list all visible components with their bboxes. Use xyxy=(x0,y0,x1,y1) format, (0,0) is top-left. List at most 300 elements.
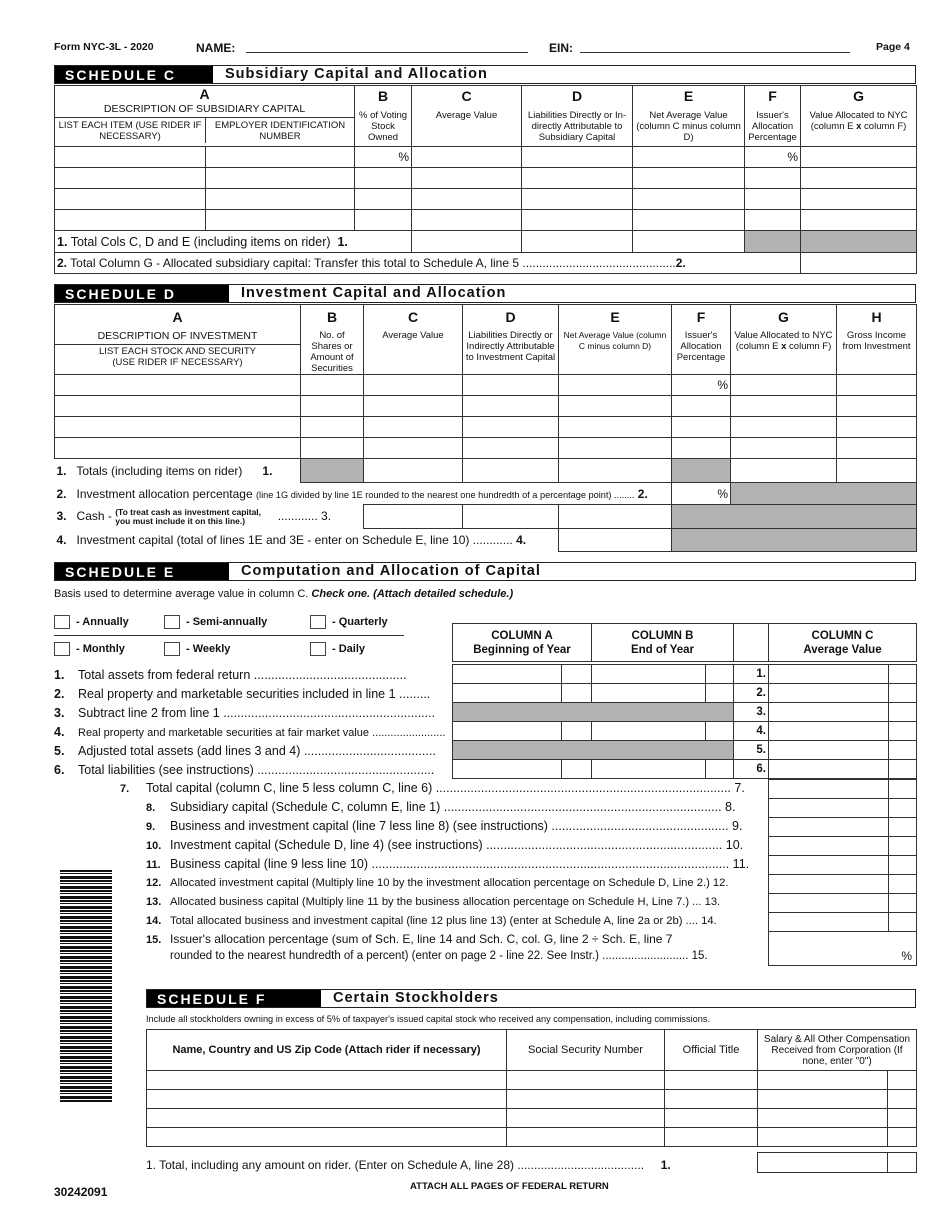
cell[interactable] xyxy=(633,168,745,189)
cell[interactable] xyxy=(507,1071,665,1090)
line-ref: 1. xyxy=(660,1158,671,1172)
line-num: 2. xyxy=(57,256,68,270)
sch-d-letter-h: H xyxy=(871,309,882,325)
cell[interactable] xyxy=(522,168,633,189)
cell[interactable] xyxy=(355,189,412,210)
cell[interactable] xyxy=(364,396,463,417)
cell[interactable] xyxy=(147,1128,507,1147)
cell[interactable] xyxy=(463,396,559,417)
sch-e-line-14 xyxy=(120,912,766,931)
sch-d-line1-g[interactable] xyxy=(731,459,837,483)
cell[interactable] xyxy=(801,210,917,231)
sch-f-h2: Social Security Number xyxy=(507,1030,665,1071)
sch-d-g-formula xyxy=(733,341,834,352)
l10-c[interactable] xyxy=(769,837,889,856)
sch-d-letter-e: E xyxy=(610,309,620,325)
cell[interactable] xyxy=(665,1090,758,1109)
cell[interactable] xyxy=(55,438,301,459)
l10-c-c[interactable] xyxy=(889,837,917,856)
cell[interactable] xyxy=(463,438,559,459)
cell[interactable] xyxy=(837,417,917,438)
grey-cell xyxy=(672,529,917,552)
line-ref: ............ 3. xyxy=(277,508,332,523)
cell[interactable] xyxy=(633,189,745,210)
schedule-c-tag: SCHEDULE C xyxy=(55,66,213,83)
l8-c-c[interactable] xyxy=(889,799,917,818)
sch-d-b-label: No. of Shares or Amount of Securities xyxy=(310,330,354,374)
cell[interactable] xyxy=(301,417,364,438)
sch-f-h4: Salary & All Other Compensation Received from Corporation (If none, enter "0") xyxy=(758,1030,917,1071)
l4-c[interactable] xyxy=(769,722,889,741)
line-text: Total allocated business and investment capital (line 12 plus line 13) (enter at Schedule A, line 2a or 2b) .... 14. xyxy=(170,915,717,927)
sch-d-line3-label xyxy=(55,505,364,529)
line-ref: 2. xyxy=(734,684,769,703)
cell[interactable] xyxy=(412,168,522,189)
cell[interactable] xyxy=(463,375,559,396)
line-num: 10. xyxy=(146,840,162,852)
line-text: Allocated investment capital (Multiply line 10 by the investment allocation percentage on Schedule D, Line 2.) 12. xyxy=(170,877,729,889)
sch-c-line1-d[interactable] xyxy=(522,231,633,253)
cell[interactable] xyxy=(147,1071,507,1090)
cell[interactable] xyxy=(672,396,731,417)
l1-c-c[interactable] xyxy=(889,665,917,684)
cell[interactable] xyxy=(559,438,672,459)
sch-c-g-formula-a: (column E xyxy=(810,121,857,132)
sch-c-line1-label xyxy=(55,231,412,253)
cell[interactable] xyxy=(507,1090,665,1109)
cell[interactable] xyxy=(55,147,206,168)
cell[interactable] xyxy=(731,438,837,459)
l2-a[interactable] xyxy=(453,684,562,703)
cell[interactable] xyxy=(147,1090,507,1109)
checkbox[interactable] xyxy=(54,642,70,656)
sch-c-d-label: Liabilities Directly or In-directly Attributable to Subsidiary Capital xyxy=(527,110,627,143)
l2-c-c[interactable] xyxy=(889,684,917,703)
cell[interactable] xyxy=(745,168,801,189)
l9-c-c[interactable] xyxy=(889,818,917,837)
line-num: 12. xyxy=(146,877,162,889)
basis-label: Basis used to determine average value in column C. xyxy=(54,588,309,600)
line-num: 4. xyxy=(56,533,67,548)
cell[interactable] xyxy=(633,147,745,168)
sch-f-total-cents[interactable] xyxy=(888,1153,917,1173)
sch-c-col-b-head xyxy=(355,86,412,147)
cell[interactable] xyxy=(206,168,355,189)
cell[interactable] xyxy=(522,189,633,210)
cell[interactable] xyxy=(731,417,837,438)
sch-c-col-f-head xyxy=(745,86,801,147)
sch-c-row xyxy=(55,168,917,189)
sch-c-sub-a1: LIST EACH ITEM (USE RIDER IF NECESSARY) xyxy=(55,118,206,143)
sch-e-col-c-grid xyxy=(768,779,917,966)
sch-d-row xyxy=(55,417,917,438)
cell[interactable] xyxy=(888,1090,917,1109)
sch-e-line-10 xyxy=(120,836,766,855)
cell[interactable] xyxy=(355,168,412,189)
schedule-d-table xyxy=(54,304,917,552)
option-divider xyxy=(54,635,404,636)
line-text: 1. Total, including any amount on rider. (Enter on Schedule A, line 28) ...................................... xyxy=(146,1158,645,1172)
option-weekly[interactable] xyxy=(164,642,230,656)
sch-d-col-f-head xyxy=(672,305,731,375)
sch-d-h-label: Gross Income from Investment xyxy=(842,330,911,352)
cell[interactable] xyxy=(206,189,355,210)
checkbox[interactable] xyxy=(164,615,180,629)
line-num: 13. xyxy=(146,896,162,908)
cell[interactable] xyxy=(206,147,355,168)
schedule-f-table xyxy=(146,1029,917,1147)
line-text: Real property and marketable securities included in line 1 ......... xyxy=(78,687,431,701)
line-text: Business capital (line 9 less line 10) ....................................................................................................... 11. xyxy=(170,857,750,871)
sch-f-total-box xyxy=(757,1152,917,1173)
name-field[interactable] xyxy=(246,41,528,53)
l13-c[interactable] xyxy=(769,894,889,913)
l14-c[interactable] xyxy=(769,913,889,932)
sch-d-line4-label xyxy=(55,529,559,552)
sch-d-line4-e[interactable] xyxy=(559,529,672,552)
checkbox[interactable] xyxy=(310,642,326,656)
line-text: Investment capital (total of lines 1E and 3E - enter on Schedule E, line 10) ............ xyxy=(76,533,513,548)
cell[interactable] xyxy=(758,1109,888,1128)
cell[interactable] xyxy=(147,1109,507,1128)
schedule-d-tag: SCHEDULE D xyxy=(55,285,229,302)
sch-f-total-line xyxy=(146,1158,671,1172)
cell[interactable] xyxy=(801,147,917,168)
cell[interactable] xyxy=(364,438,463,459)
grey-cell xyxy=(672,505,917,529)
sch-c-letter-a: A xyxy=(199,86,210,102)
l6-b[interactable] xyxy=(592,760,706,779)
schedule-c-title: Subsidiary Capital and Allocation xyxy=(225,66,488,82)
line-num: 3. xyxy=(56,508,67,523)
l5-c-c[interactable] xyxy=(889,741,917,760)
line-ref: 2. xyxy=(637,486,648,501)
cell[interactable] xyxy=(672,417,731,438)
sch-c-line1-c[interactable] xyxy=(412,231,522,253)
sch-e-line-11 xyxy=(120,855,766,874)
col-a-title: COLUMN A xyxy=(491,629,553,642)
cell[interactable] xyxy=(665,1071,758,1090)
sch-f-h1: Name, Country and US Zip Code (Attach rider if necessary) xyxy=(147,1030,507,1071)
sch-d-g-label: Value Allocated to NYC xyxy=(734,330,833,341)
sch-c-col-c-head xyxy=(412,86,522,147)
line-ref: 2. xyxy=(675,256,686,270)
cell[interactable] xyxy=(559,417,672,438)
l1-a-c[interactable] xyxy=(562,665,592,684)
l4-b[interactable] xyxy=(592,722,706,741)
l1-b[interactable] xyxy=(592,665,706,684)
sch-c-g-label: Value Allocated to NYC xyxy=(809,110,908,121)
cell[interactable] xyxy=(633,210,745,231)
sch-c-c-label: Average Value xyxy=(435,110,498,121)
sch-d-col-e-head xyxy=(559,305,672,375)
sch-d-letter-d: D xyxy=(505,309,516,325)
cell[interactable] xyxy=(55,189,206,210)
l1-a[interactable] xyxy=(453,665,562,684)
cell[interactable] xyxy=(801,189,917,210)
sch-c-letter-g: G xyxy=(853,88,864,104)
option-quarterly[interactable] xyxy=(310,615,388,629)
line-num: 7. xyxy=(120,783,130,795)
line-num: 3. xyxy=(54,706,65,720)
sch-c-g-formula xyxy=(803,121,914,132)
cell[interactable] xyxy=(837,438,917,459)
sch-c-col-g-head xyxy=(801,86,917,147)
cell[interactable] xyxy=(559,396,672,417)
l2-b[interactable] xyxy=(592,684,706,703)
l14-c-c[interactable] xyxy=(889,913,917,932)
cell[interactable] xyxy=(758,1090,888,1109)
cell[interactable] xyxy=(355,210,412,231)
cell[interactable] xyxy=(731,375,837,396)
schedule-d-bar xyxy=(54,284,916,303)
line-text: Allocated business capital (Multiply line 11 by the business allocation percentage on Schedule H, Line 7.) ... 13. xyxy=(170,896,721,908)
l4-a[interactable] xyxy=(453,722,562,741)
option-label: - Monthly xyxy=(76,642,125,655)
sch-c-letter-c: C xyxy=(461,88,472,104)
line-num: 8. xyxy=(146,802,156,814)
pct-cell[interactable] xyxy=(355,147,412,168)
l4-c-c[interactable] xyxy=(889,722,917,741)
cell[interactable] xyxy=(364,417,463,438)
l6-c-c[interactable] xyxy=(889,760,917,779)
sch-d-desc-a: DESCRIPTION OF INVESTMENT xyxy=(97,330,258,342)
sch-c-line1-e[interactable] xyxy=(633,231,745,253)
sch-c-line2-g[interactable] xyxy=(801,253,917,274)
sch-e-line xyxy=(54,742,446,761)
sch-d-line3-c[interactable] xyxy=(364,505,463,529)
option-semi-annually[interactable] xyxy=(164,615,267,629)
l9-c[interactable] xyxy=(769,818,889,837)
sch-c-e-label: Net Average Value (column C minus column D) xyxy=(636,110,741,143)
l6-a[interactable] xyxy=(453,760,562,779)
sch-d-line2-pct[interactable] xyxy=(672,483,731,505)
schedule-e-tag: SCHEDULE E xyxy=(55,563,229,580)
cell[interactable] xyxy=(559,375,672,396)
cell[interactable] xyxy=(745,189,801,210)
line-num: 1. xyxy=(56,463,67,478)
cell[interactable] xyxy=(463,417,559,438)
cell[interactable] xyxy=(665,1109,758,1128)
cell[interactable] xyxy=(888,1109,917,1128)
line-num: 4. xyxy=(54,725,65,739)
sch-d-row xyxy=(55,396,917,417)
cell[interactable] xyxy=(888,1128,917,1147)
option-monthly[interactable] xyxy=(54,642,125,656)
l2-c[interactable] xyxy=(769,684,889,703)
l8-c[interactable] xyxy=(769,799,889,818)
l1-c[interactable] xyxy=(769,665,889,684)
sch-c-g-formula-b: column F) xyxy=(861,121,907,132)
sch-f-row xyxy=(147,1109,917,1128)
line-ref: 4. xyxy=(734,722,769,741)
line-text: Subsidiary capital (Schedule C, column E, line 1) ................................................................................ 8. xyxy=(170,800,736,814)
checkbox[interactable] xyxy=(310,615,326,629)
sch-d-line2-label xyxy=(55,483,672,505)
l6-a-c[interactable] xyxy=(562,760,592,779)
sch-d-col-b-head xyxy=(301,305,364,375)
sch-d-line-4 xyxy=(55,529,917,552)
sch-d-col-a-head xyxy=(55,305,301,375)
line-text: Investment allocation percentage xyxy=(76,486,253,501)
l6-b-c[interactable] xyxy=(706,760,734,779)
l2-a-c[interactable] xyxy=(562,684,592,703)
cell[interactable] xyxy=(412,147,522,168)
cell[interactable] xyxy=(412,189,522,210)
line-text: Investment capital (Schedule D, line 4) (see instructions) .................................................................... 10. xyxy=(170,838,744,852)
cell[interactable] xyxy=(758,1128,888,1147)
cell[interactable] xyxy=(758,1071,888,1090)
line-ref: 4. xyxy=(516,533,527,548)
line-text: Subtract line 2 from line 1 ............................................................. xyxy=(78,706,436,720)
cell[interactable] xyxy=(301,375,364,396)
sch-d-line1-c[interactable] xyxy=(364,459,463,483)
line-note: (To treat cash as investment capital, xyxy=(115,506,262,517)
cell[interactable] xyxy=(301,438,364,459)
line-text: Total capital (column C, line 5 less column C, line 6) ..................................................................................... 7. xyxy=(146,781,745,795)
sch-e-line-15a xyxy=(120,931,766,948)
l2-b-c[interactable] xyxy=(706,684,734,703)
cell[interactable] xyxy=(837,396,917,417)
sch-f-row xyxy=(147,1128,917,1147)
cell[interactable] xyxy=(55,210,206,231)
sch-c-letter-b: B xyxy=(377,88,389,104)
sch-c-g-x: x xyxy=(856,121,862,132)
sch-c-sub-a2: EMPLOYER IDENTIFICATION NUMBER xyxy=(214,120,346,142)
sch-d-line3-d[interactable] xyxy=(463,505,559,529)
line-text: Totals (including items on rider) xyxy=(76,463,243,478)
sch-c-line-1 xyxy=(55,231,917,253)
sch-d-col-c-head xyxy=(364,305,463,375)
sch-e-line xyxy=(54,723,446,742)
cell[interactable] xyxy=(522,147,633,168)
cell[interactable] xyxy=(801,168,917,189)
l3-c[interactable] xyxy=(769,703,889,722)
sch-e-line xyxy=(54,704,446,723)
l11-c-c[interactable] xyxy=(889,856,917,875)
schedule-e-title: Computation and Allocation of Capital xyxy=(241,563,541,579)
cell[interactable] xyxy=(301,396,364,417)
ein-field[interactable] xyxy=(580,41,850,53)
l4-b-c[interactable] xyxy=(706,722,734,741)
l7-c-c[interactable] xyxy=(889,780,917,799)
sch-d-line-2 xyxy=(55,483,917,505)
ein-label: EIN: xyxy=(549,41,573,55)
checkbox[interactable] xyxy=(164,642,180,656)
grey-cell xyxy=(801,231,917,253)
sch-c-row xyxy=(55,189,917,210)
sch-d-line-3 xyxy=(55,505,917,529)
sch-d-col-d-head xyxy=(463,305,559,375)
line-text: Cash - xyxy=(76,508,112,523)
l12-c-c[interactable] xyxy=(889,875,917,894)
cell[interactable] xyxy=(507,1128,665,1147)
grey-cell xyxy=(453,741,734,760)
schedule-f-bar xyxy=(146,989,916,1008)
sch-d-line3-e[interactable] xyxy=(559,505,672,529)
sch-d-letter-a: A xyxy=(172,309,183,325)
line-ref: 1. xyxy=(262,463,273,478)
sch-d-col-g-head xyxy=(731,305,837,375)
line-num: 15. xyxy=(146,934,162,946)
cell[interactable] xyxy=(888,1071,917,1090)
sch-d-line1-d[interactable] xyxy=(463,459,559,483)
sch-c-col-a-head xyxy=(55,86,355,147)
sch-e-col-headers xyxy=(452,623,917,662)
l6-c[interactable] xyxy=(769,760,889,779)
l12-c[interactable] xyxy=(769,875,889,894)
cell[interactable] xyxy=(55,168,206,189)
pct-cell[interactable] xyxy=(672,375,731,396)
sch-d-line1-h[interactable] xyxy=(837,459,917,483)
cell[interactable] xyxy=(665,1128,758,1147)
sch-d-f-label: Issuer's Allocation Percentage xyxy=(676,330,726,363)
sch-d-line1-e[interactable] xyxy=(559,459,672,483)
col-c-title: COLUMN C xyxy=(811,629,874,642)
cell[interactable] xyxy=(507,1109,665,1128)
pct-cell[interactable] xyxy=(745,147,801,168)
l4-a-c[interactable] xyxy=(562,722,592,741)
sch-e-line xyxy=(54,666,446,685)
option-annually[interactable] xyxy=(54,615,129,629)
l1-b-c[interactable] xyxy=(706,665,734,684)
cell[interactable] xyxy=(745,210,801,231)
option-daily[interactable] xyxy=(310,642,365,656)
cell[interactable] xyxy=(55,396,301,417)
sch-e-line-13 xyxy=(120,893,766,912)
checkbox[interactable] xyxy=(54,615,70,629)
cell[interactable] xyxy=(837,375,917,396)
l15-pct[interactable] xyxy=(769,932,917,966)
cell[interactable] xyxy=(522,210,633,231)
l3-c-c[interactable] xyxy=(889,703,917,722)
cell[interactable] xyxy=(55,375,301,396)
sch-d-g-formula-b: column F) xyxy=(786,341,832,352)
cell[interactable] xyxy=(364,375,463,396)
sch-c-letter-e: E xyxy=(683,88,694,104)
sch-e-line-7 xyxy=(120,779,766,798)
sch-f-total-amount[interactable] xyxy=(758,1153,888,1173)
option-label: - Semi-annually xyxy=(186,615,268,628)
line-ref: 1. xyxy=(734,665,769,684)
sch-e-lines-grid xyxy=(452,664,917,779)
line-text: Business and investment capital (line 7 less line 8) (see instructions) ................................................... 9. xyxy=(170,819,743,833)
cell[interactable] xyxy=(412,210,522,231)
cell[interactable] xyxy=(731,396,837,417)
schedule-c-bar xyxy=(54,65,916,84)
cell[interactable] xyxy=(206,210,355,231)
cell[interactable] xyxy=(672,438,731,459)
sch-d-letter-g: G xyxy=(778,309,789,325)
basis-text xyxy=(54,588,513,600)
line-text: rounded to the nearest hundredth of a percent) (enter on page 2 - line 22. See Instr.) ........................... 15. xyxy=(170,950,708,962)
sch-d-line-1 xyxy=(55,459,917,483)
l13-c-c[interactable] xyxy=(889,894,917,913)
sch-c-row xyxy=(55,210,917,231)
sch-c-b-label: % of Voting Stock Owned xyxy=(358,110,408,143)
line-text: Issuer's allocation percentage (sum of Sch. E, line 14 and Sch. C, col. G, line 2 ÷ Sch. E, line 7 xyxy=(170,932,673,946)
l11-c[interactable] xyxy=(769,856,889,875)
basis-instruction: Check one. (Attach detailed schedule.) xyxy=(311,588,514,600)
col-b-title: COLUMN B xyxy=(631,629,694,642)
sch-c-letter-f: F xyxy=(768,88,777,104)
sch-f-h3: Official Title xyxy=(665,1030,758,1071)
form-code: 30242091 xyxy=(54,1185,108,1199)
l5-c[interactable] xyxy=(769,741,889,760)
line-text: Adjusted total assets (add lines 3 and 4) ...................................... xyxy=(78,744,436,758)
cell[interactable] xyxy=(55,417,301,438)
l7-c[interactable] xyxy=(769,780,889,799)
